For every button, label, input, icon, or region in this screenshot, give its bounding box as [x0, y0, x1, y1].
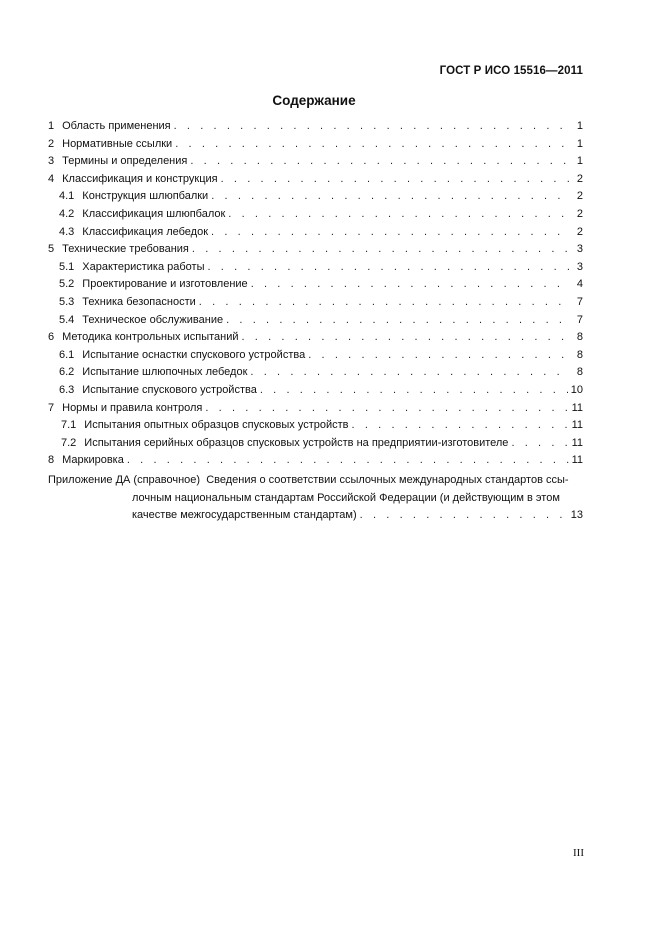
- toc-entry-number: 3: [48, 155, 55, 168]
- toc-entry-number: 6.1: [59, 348, 75, 361]
- toc-entry-6-1[interactable]: [48, 349, 583, 367]
- toc-entry-title: Термины и определения: [62, 155, 188, 168]
- toc-entry-7[interactable]: [48, 402, 583, 420]
- toc-entry-title: Испытания серийных образцов спусковых устройств на предприятии-изготовителе: [84, 436, 509, 449]
- toc-entry-4-3[interactable]: [48, 226, 583, 244]
- annex-title-line3: качестве межгосударственным стандартам): [132, 509, 357, 522]
- dot-leader: [260, 384, 568, 396]
- toc-entry-title: Маркировка: [62, 454, 124, 467]
- toc-entry-number: 4.2: [59, 207, 75, 220]
- toc-entry-number: 4.3: [59, 225, 75, 238]
- dot-leader: [127, 454, 569, 466]
- dot-leader: [174, 120, 570, 132]
- standard-code-header: ГОСТ Р ИСО 15516—2011: [439, 65, 583, 77]
- toc-entry-page: 3: [576, 243, 583, 256]
- toc-entry-page: 7: [576, 295, 583, 308]
- toc-entry-4[interactable]: [48, 173, 583, 191]
- dot-leader: [226, 314, 570, 326]
- dot-leader: [221, 173, 570, 185]
- annex-title-line2: лочным национальным стандартам Российской Федерации (и действующим в этом: [132, 491, 560, 504]
- toc-entry-number: 5: [48, 243, 55, 256]
- toc-entry-title: Классификация и конструкция: [62, 172, 218, 185]
- toc-entry-page: 11: [571, 436, 583, 449]
- toc-entry-title: Конструкция шлюпбалки: [82, 190, 209, 203]
- toc-entry-title: Испытания опытных образцов спусковых устройств: [84, 419, 349, 432]
- toc-entry-5[interactable]: [48, 243, 583, 261]
- annex-title-line1: Сведения о соответствии ссылочных международных стандартов ссы-: [206, 473, 569, 486]
- toc-entry-page: 2: [576, 190, 583, 203]
- toc-entry-title: Классификация лебедок: [82, 225, 209, 238]
- page-number: III: [573, 847, 584, 859]
- toc-entry-page: 11: [571, 401, 583, 414]
- toc-entry-title: Классификация шлюпбалок: [82, 207, 226, 220]
- dot-leader: [211, 190, 570, 202]
- toc-entry-number: 4.1: [59, 190, 75, 203]
- toc-entry-6[interactable]: [48, 331, 583, 349]
- toc-entry-title: Технические требования: [62, 243, 189, 256]
- dot-leader: [211, 226, 570, 238]
- toc-entry-number: 1: [48, 120, 55, 132]
- toc-entry-3[interactable]: [48, 155, 583, 173]
- toc-entry-page: 2: [576, 172, 583, 185]
- toc-entry-page: 2: [576, 207, 583, 220]
- dot-leader: [250, 366, 570, 378]
- toc-title: Содержание: [272, 93, 356, 108]
- annex-first-line: [48, 472, 583, 490]
- toc-entry-page: 2: [576, 225, 583, 238]
- toc-entry-title: Испытание оснастки спускового устройства: [82, 348, 306, 361]
- toc-entry-6-3[interactable]: [48, 384, 583, 402]
- toc-entry-page: 3: [576, 260, 583, 273]
- toc-entry-page: 1: [576, 155, 583, 168]
- toc-entry-title: Испытание шлюпочных лебедок: [82, 366, 248, 379]
- toc-entry-number: 6.2: [59, 366, 75, 379]
- annex-last-line: [48, 507, 583, 525]
- toc-entry-5-3[interactable]: [48, 296, 583, 314]
- toc-entry-title: Нормативные ссылки: [62, 137, 173, 150]
- dot-leader: [308, 349, 570, 361]
- toc-entry-number: 7.2: [61, 436, 77, 449]
- toc-entry-number: 5.3: [59, 295, 75, 308]
- toc-entry-4-1[interactable]: [48, 190, 583, 208]
- toc-entry-annex[interactable]: [48, 472, 583, 525]
- toc-entry-title: Испытание спускового устройства: [82, 383, 257, 396]
- toc-entry-page: 4: [576, 278, 583, 291]
- dot-leader: [205, 402, 568, 414]
- toc-entry-number: 8: [48, 454, 55, 467]
- toc-entry-title: Проектирование и изготовление: [82, 278, 248, 291]
- toc-entry-7-2[interactable]: [48, 437, 583, 455]
- table-of-contents: [48, 120, 583, 525]
- toc-entry-5-4[interactable]: [48, 314, 583, 332]
- toc-entry-page: 1: [576, 120, 583, 132]
- toc-entry-number: 6.3: [59, 383, 75, 396]
- dot-leader: [207, 261, 570, 273]
- dot-leader: [511, 437, 568, 449]
- toc-entry-page: 13: [570, 509, 583, 522]
- toc-entry-title: Область применения: [62, 120, 171, 132]
- toc-entry-6-2[interactable]: [48, 366, 583, 384]
- toc-entry-number: 7.1: [61, 419, 77, 432]
- dot-leader: [190, 155, 570, 167]
- dot-leader: [251, 278, 570, 290]
- toc-entry-number: 5.2: [59, 278, 75, 291]
- toc-entry-7-1[interactable]: [48, 419, 583, 437]
- toc-entry-1[interactable]: [48, 120, 583, 138]
- dot-leader: [242, 331, 571, 343]
- toc-entry-2[interactable]: [48, 138, 583, 156]
- dot-leader: [352, 419, 569, 431]
- toc-entry-page: 8: [576, 348, 583, 361]
- toc-entry-page: 1: [576, 137, 583, 150]
- toc-entry-title: Техника безопасности: [82, 295, 196, 308]
- toc-entry-5-1[interactable]: [48, 261, 583, 279]
- toc-entry-title: Техническое обслуживание: [82, 313, 224, 326]
- toc-entry-page: 8: [576, 366, 583, 379]
- dot-leader: [360, 507, 568, 525]
- toc-entry-page: 10: [570, 383, 583, 396]
- toc-entry-page: 8: [576, 331, 583, 344]
- toc-entry-number: 5.1: [59, 260, 75, 273]
- toc-entry-number: 5.4: [59, 313, 75, 326]
- toc-entry-page: 11: [571, 419, 583, 432]
- toc-entry-number: 7: [48, 401, 55, 414]
- toc-entry-number: 4: [48, 172, 55, 185]
- toc-entry-5-2[interactable]: [48, 278, 583, 296]
- toc-entry-number: 2: [48, 137, 55, 150]
- dot-leader: [175, 138, 570, 150]
- toc-entry-page: 11: [571, 454, 583, 467]
- toc-entry-number: 6: [48, 331, 55, 344]
- toc-entry-title: Нормы и правила контроля: [62, 401, 203, 414]
- dot-leader: [228, 208, 570, 220]
- toc-entry-title: Методика контрольных испытаний: [62, 331, 239, 344]
- toc-entry-page: 7: [576, 313, 583, 326]
- dot-leader: [199, 296, 570, 308]
- toc-entry-8[interactable]: [48, 454, 583, 472]
- toc-entry-4-2[interactable]: [48, 208, 583, 226]
- toc-entry-title: Характеристика работы: [82, 260, 205, 273]
- annex-label: Приложение ДА (справочное): [48, 473, 201, 486]
- dot-leader: [192, 243, 570, 255]
